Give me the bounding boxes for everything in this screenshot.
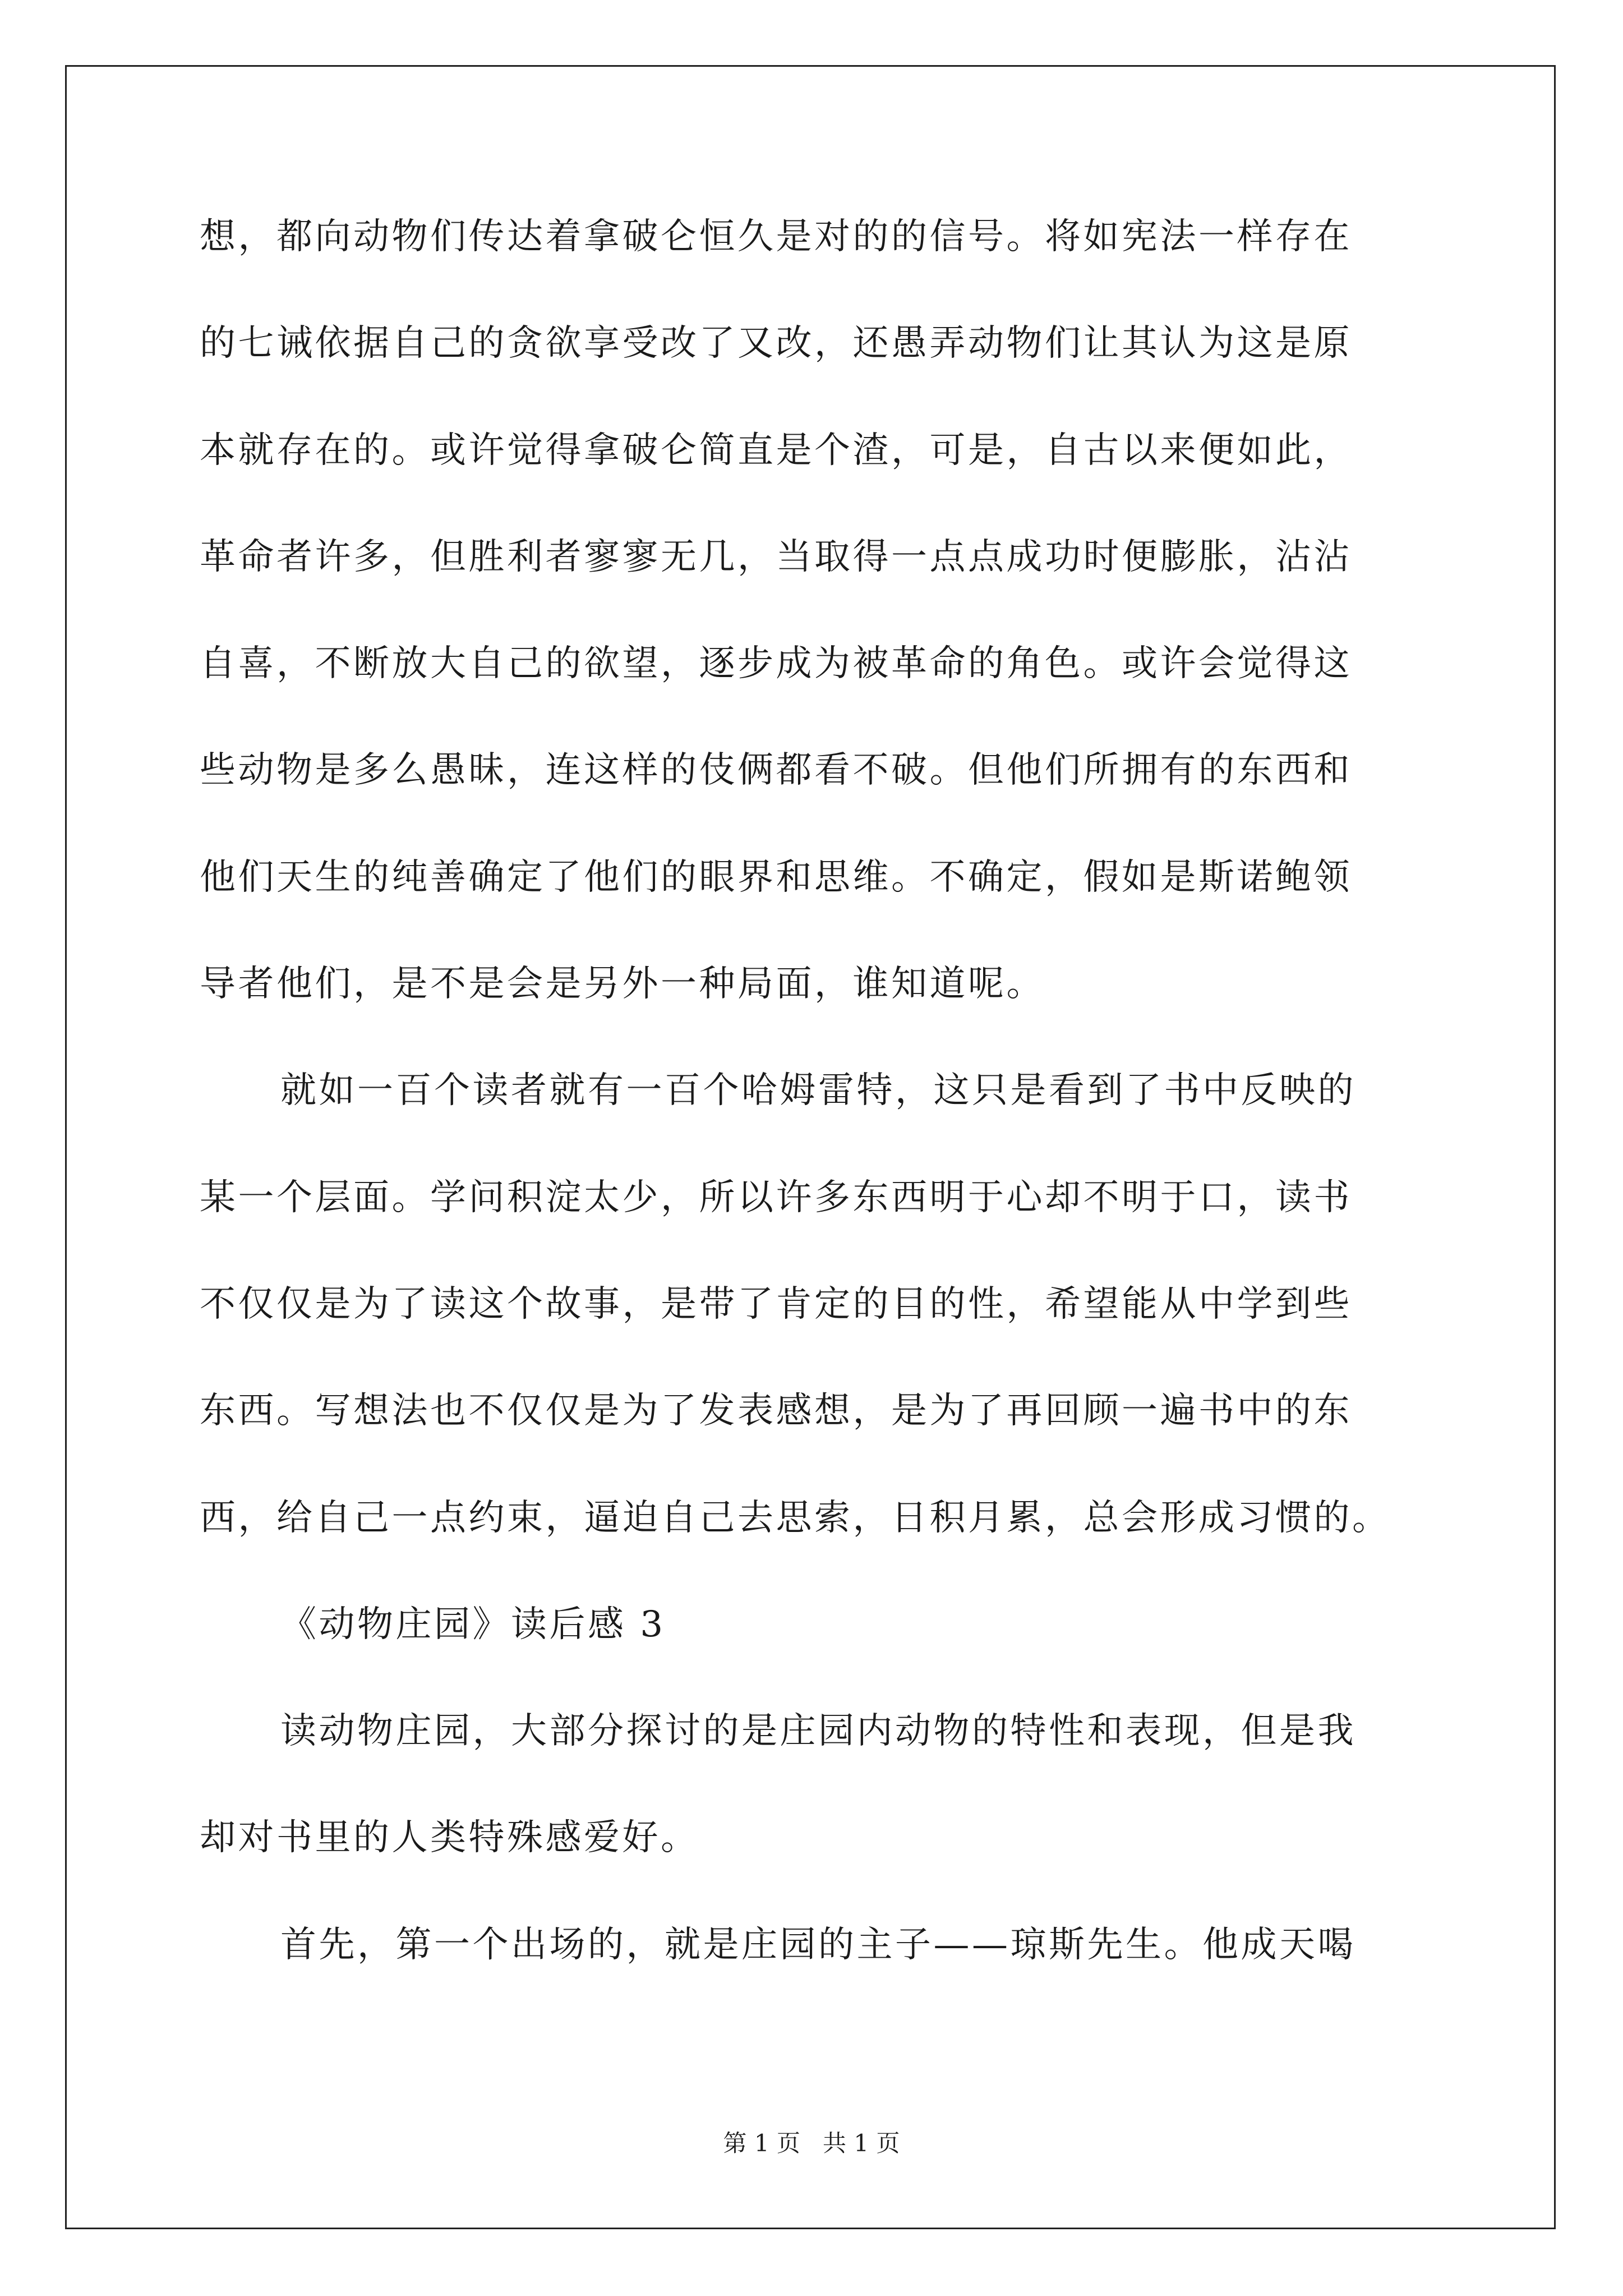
text-line: 的七诫依据自己的贪欲享受改了又改，还愚弄动物们让其认为这是原 — [200, 323, 1352, 365]
text-line: 自喜，不断放大自己的欲望，逐步成为被革命的角色。或许会觉得这 — [200, 643, 1352, 685]
text-line: 西，给自己一点约束，逼迫自己去思索，日积月累，总会形成习惯的。 — [200, 1497, 1391, 1539]
text-line: 本就存在的。或许觉得拿破仑简直是个渣，可是，自古以来便如此， — [200, 429, 1352, 471]
document-body — [200, 216, 1428, 2033]
text-line: 却对书里的人类特殊感爱好。 — [200, 1817, 699, 1859]
text-line: 革命者许多，但胜利者寥寥无几，当取得一点点成功时便膨胀，沾沾 — [200, 536, 1352, 578]
text-line: 他们天生的纯善确定了他们的眼界和思维。不确定，假如是斯诺鲍领 — [200, 856, 1352, 898]
paragraph-start-line: 读动物庄园，大部分探讨的是庄园内动物的特性和表现，但是我 — [280, 1710, 1356, 1752]
text-line: 些动物是多么愚昧，连这样的伎俩都看不破。但他们所拥有的东西和 — [200, 749, 1352, 792]
section-heading: 《动物庄园》读后感 3 — [280, 1603, 666, 1645]
text-line: 导者他们，是不是会是另外一种局面，谁知道呢。 — [200, 963, 1045, 1005]
text-line: 想，都向动物们传达着拿破仑恒久是对的的信号。将如宪法一样存在 — [200, 216, 1352, 257]
page-number-footer: 第 1 页 共 1 页 — [723, 2129, 900, 2157]
text-line: 东西。写想法也不仅仅是为了发表感想，是为了再回顾一遍书中的东 — [200, 1390, 1352, 1432]
text-line: 不仅仅是为了读这个故事，是带了肯定的目的性，希望能从中学到些 — [200, 1283, 1352, 1325]
paragraph-start-line: 就如一百个读者就有一百个哈姆雷特，这只是看到了书中反映的 — [280, 1070, 1356, 1112]
paragraph-start-line: 首先，第一个出场的，就是庄园的主子——琼斯先生。他成天喝 — [280, 1924, 1356, 1966]
text-line: 某一个层面。学问积淀太少，所以许多东西明于心却不明于口，读书 — [200, 1176, 1352, 1218]
